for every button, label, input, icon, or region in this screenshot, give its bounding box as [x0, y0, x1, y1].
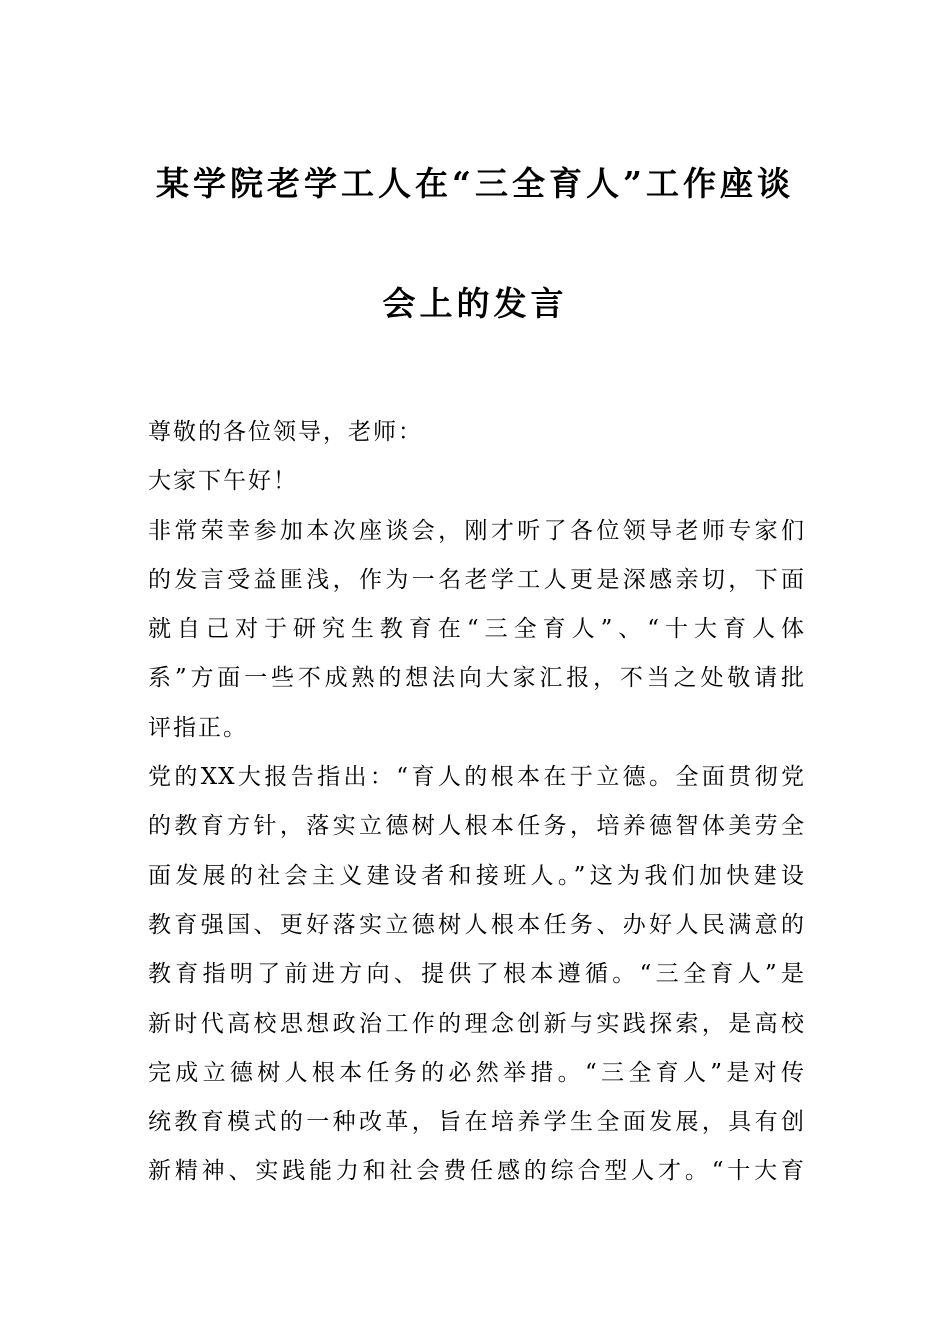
body-text-line: 新精神、实践能力和社会费任感的综合型人才。“十大育	[148, 1158, 805, 1185]
body-text-line: 统教育模式的一种改革，旨在培养学生全面发展，具有创	[148, 1109, 805, 1136]
body-text-line: 教育强国、更好落实立德树人根本任务、办好人民满意的	[148, 911, 805, 938]
body-text-line: 尊敬的各位领导，老师：	[148, 419, 423, 445]
document-body	[148, 414, 805, 1203]
body-text-line: 大家下午好！	[148, 468, 298, 495]
body-text-line: 完成立德树人根本任务的必然举措。“三全育人”是对传	[148, 1059, 805, 1086]
body-text-line: 的发言受益匪浅，作为一名老学工人更是深感亲切，下面	[148, 566, 805, 593]
body-text-line: 党的XX大报告指出：“育人的根本在于立德。全面贯彻党	[148, 764, 805, 791]
body-text-line: 教育指明了前进方向、提供了根本遵循。“三全育人”是	[148, 961, 805, 988]
body-text-line: 系”方面一些不成熟的想法向大家汇报，不当之处敬请批	[148, 665, 805, 692]
document-title-line-2: 会上的发言	[382, 284, 568, 323]
body-text-line: 面发展的社会主义建设者和接班人。”这为我们加快建设	[148, 862, 805, 889]
body-text-line: 的教育方针，落实立德树人根本任务，培养德智体美劳全	[148, 813, 805, 840]
body-text-line: 新时代高校思想政治工作的理念创新与实践探索，是高校	[148, 1010, 805, 1037]
document-title-line-1: 某学院老学工人在“三全育人”工作座谈	[156, 164, 794, 203]
body-text-line: 评指正。	[148, 714, 248, 741]
body-text-line: 非常荣幸参加本次座谈会，刚才听了各位领导老师专家们	[148, 517, 805, 544]
body-text-line: 就自己对于研究生教育在“三全育人”、“十大育人体	[148, 616, 805, 643]
